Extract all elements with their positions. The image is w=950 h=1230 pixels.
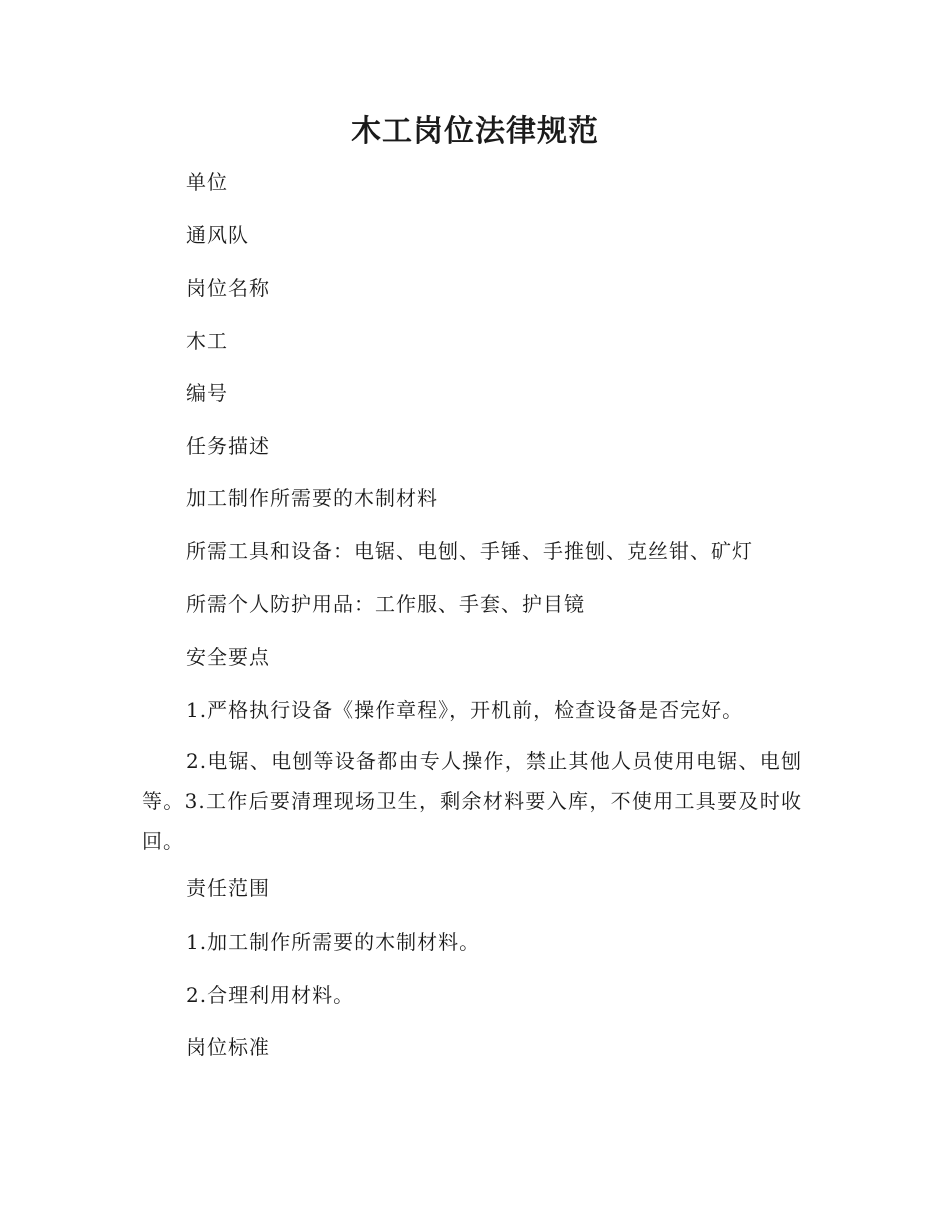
paragraph-position-value: 木工 bbox=[186, 329, 228, 353]
paragraph-responsibility-item-2: 2.合理利用材料。 bbox=[186, 983, 355, 1007]
paragraph-safety-item-1: 1.严格执行设备《操作章程》，开机前，检查设备是否完好。 bbox=[186, 698, 744, 722]
paragraph-position-label: 岗位名称 bbox=[186, 276, 270, 300]
paragraph-number-label: 编号 bbox=[186, 381, 228, 405]
paragraph-task-description: 加工制作所需要的木制材料 bbox=[186, 486, 438, 510]
document-title: 木工岗位法律规范 bbox=[351, 114, 599, 149]
paragraph-unit-label: 单位 bbox=[186, 170, 228, 194]
paragraph-safety-item-2-3: 2.电锯、电刨等设备都由专人操作，禁止其他人员使用电锯、电刨等。3.工作后要清理现场卫生，剩余材料要入库，不使用工具要及时收回。 bbox=[142, 749, 802, 853]
paragraph-safety-label: 安全要点 bbox=[186, 645, 270, 669]
paragraph-standard-label: 岗位标准 bbox=[186, 1035, 270, 1059]
paragraph-protection: 所需个人防护用品：工作服、手套、护目镜 bbox=[186, 592, 585, 616]
paragraph-unit-value: 通风队 bbox=[186, 223, 249, 247]
paragraph-responsibility-label: 责任范围 bbox=[186, 876, 270, 900]
paragraph-task-label: 任务描述 bbox=[186, 434, 270, 458]
paragraph-responsibility-item-1: 1.加工制作所需要的木制材料。 bbox=[186, 930, 481, 954]
paragraph-tools: 所需工具和设备：电锯、电刨、手锤、手推刨、克丝钳、矿灯 bbox=[186, 539, 753, 563]
